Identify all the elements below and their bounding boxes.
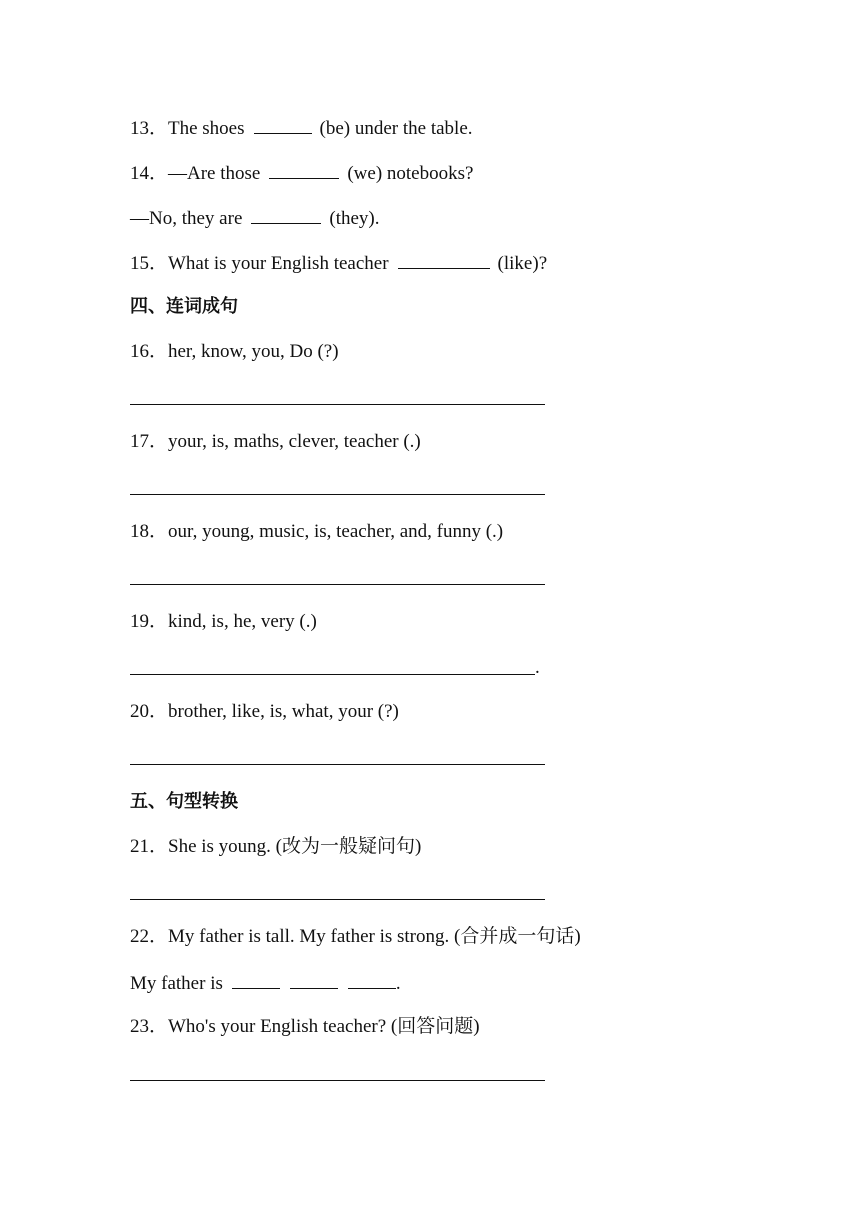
question-21: 21．She is young. (改为一般疑问句) bbox=[130, 836, 422, 857]
question-14 bbox=[130, 160, 473, 186]
q14-text: 14．—Are those bbox=[130, 163, 261, 184]
q17-answer-line[interactable] bbox=[130, 494, 545, 495]
q23-answer-line[interactable] bbox=[130, 1080, 545, 1081]
question-18: 18．our, young, music, is, teacher, and, funny (.) bbox=[130, 521, 504, 542]
q19-period: . bbox=[535, 657, 540, 678]
q14r-text-end: (they). bbox=[329, 208, 380, 229]
q14r-blank[interactable] bbox=[251, 205, 321, 224]
q14r-text: —No, they are bbox=[130, 208, 243, 229]
question-16: 16．her, know, you, Do (?) bbox=[130, 341, 339, 362]
question-22: 22．My father is tall. My father is strong. (合并成一句话) bbox=[130, 926, 581, 947]
question-17: 17．your, is, maths, clever, teacher (.) bbox=[130, 431, 421, 452]
q22r-text: My father is bbox=[130, 973, 223, 994]
q15-blank[interactable] bbox=[398, 250, 490, 269]
q16-answer-line[interactable] bbox=[130, 404, 545, 405]
question-14-response bbox=[130, 205, 380, 231]
section-4-heading: 四、连词成句 bbox=[130, 296, 238, 317]
question-22-response bbox=[130, 970, 401, 996]
question-20: 20．brother, like, is, what, your (?) bbox=[130, 701, 399, 722]
q20-answer-line[interactable] bbox=[130, 764, 545, 765]
question-13 bbox=[130, 115, 473, 141]
section-5-heading: 五、句型转换 bbox=[130, 791, 238, 812]
q19-answer-line[interactable] bbox=[130, 674, 535, 675]
q14-blank[interactable] bbox=[269, 160, 339, 179]
q15-text-end: (like)? bbox=[497, 253, 548, 274]
question-23: 23．Who's your English teacher? (回答问题) bbox=[130, 1016, 480, 1037]
q15-text: 15．What is your English teacher bbox=[130, 253, 389, 274]
q13-text-end: (be) under the table. bbox=[319, 118, 473, 139]
question-19: 19．kind, is, he, very (.) bbox=[130, 611, 317, 632]
q18-answer-line[interactable] bbox=[130, 584, 545, 585]
q13-blank[interactable] bbox=[254, 115, 312, 134]
question-15 bbox=[130, 250, 547, 276]
q14-text-end: (we) notebooks? bbox=[347, 163, 474, 184]
q21-answer-line[interactable] bbox=[130, 899, 545, 900]
q22r-blank-1[interactable] bbox=[232, 970, 280, 989]
q22r-blank-3[interactable] bbox=[348, 970, 396, 989]
q22r-blank-2[interactable] bbox=[290, 970, 338, 989]
q22r-period: . bbox=[395, 973, 401, 994]
q13-text: 13．The shoes bbox=[130, 118, 245, 139]
